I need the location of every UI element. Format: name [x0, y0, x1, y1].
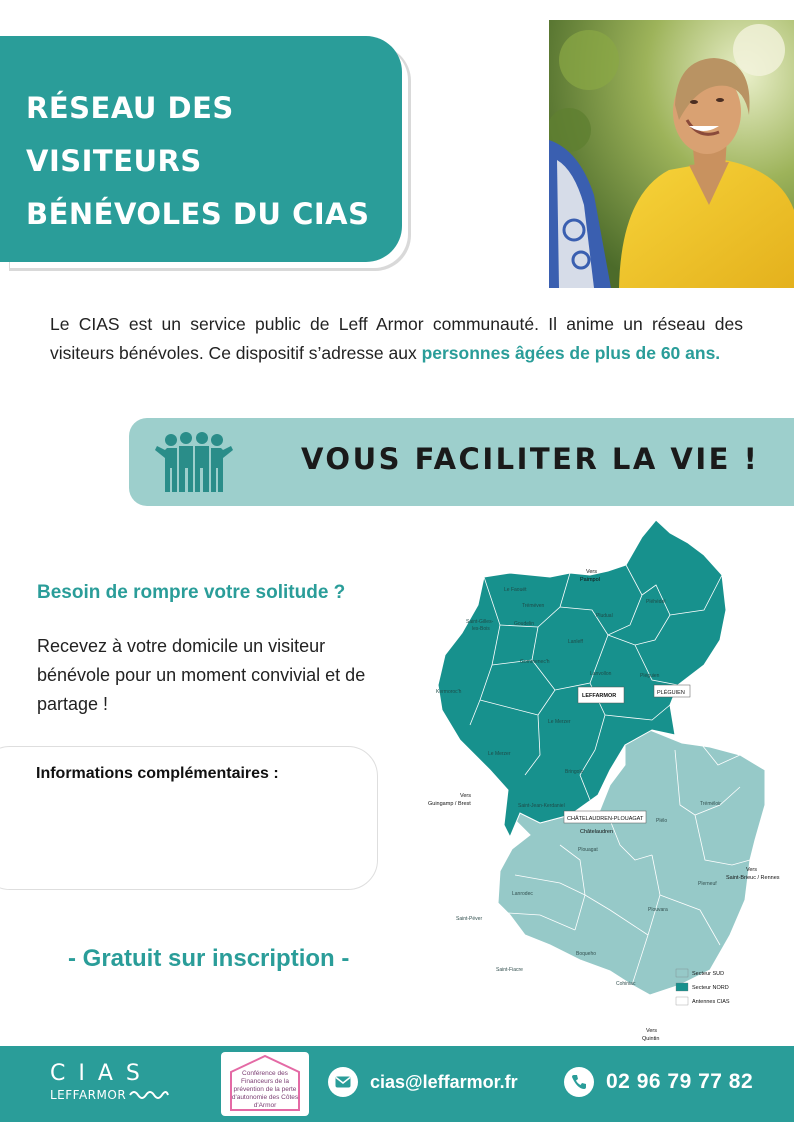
volunteer-photo [549, 20, 794, 288]
svg-text:Vers: Vers [460, 793, 472, 799]
svg-text:Goudelin: Goudelin [514, 621, 535, 627]
svg-text:les-Bois: les-Bois [472, 626, 490, 632]
svg-text:Bringolo: Bringolo [565, 769, 584, 775]
svg-text:Saint-Péver: Saint-Péver [456, 916, 483, 922]
info-box [0, 746, 378, 890]
svg-text:Boqueho: Boqueho [576, 951, 597, 957]
cias-logo-text: CIAS [50, 1061, 153, 1086]
svg-text:Le Merzer: Le Merzer [548, 719, 571, 725]
cias-logo [50, 1062, 169, 1102]
phone-contact[interactable] [564, 1067, 753, 1097]
free-registration: - Gratuit sur inscription - [68, 945, 350, 972]
slogan-banner [129, 418, 794, 506]
svg-text:Plerneuf: Plerneuf [698, 881, 717, 887]
email-text: cias@leffarmor.fr [370, 1071, 518, 1092]
svg-text:Plélo: Plélo [656, 818, 668, 824]
cfppa-text: Conférence des Financeurs de la prévention de la perte d'autonomie des Côtes d'Armor [231, 1070, 299, 1109]
svg-text:Vers: Vers [746, 867, 758, 873]
svg-text:Pludual: Pludual [596, 613, 613, 619]
svg-text:Kermoroc'h: Kermoroc'h [436, 689, 462, 695]
envelope-icon [328, 1067, 358, 1097]
svg-text:Cohiniac: Cohiniac [616, 981, 636, 987]
title-box [0, 36, 402, 262]
svg-text:Paimpol: Paimpol [580, 577, 600, 583]
svg-text:Tréméloir: Tréméloir [700, 801, 721, 807]
legend-annex: Antennes CIAS [692, 999, 730, 1005]
svg-text:Vers: Vers [646, 1028, 658, 1034]
svg-text:Saint-Fiacre: Saint-Fiacre [496, 967, 523, 973]
leffarmor-text: LEFFARMOR [50, 1088, 127, 1102]
leffarmor-logo [50, 1088, 169, 1102]
cfppa-logo [221, 1052, 309, 1116]
svg-text:Saint-Brieuc / Rennes: Saint-Brieuc / Rennes [726, 875, 780, 881]
svg-text:Le Faouët: Le Faouët [504, 587, 527, 593]
page-title: RÉSEAU DES VISITEURS BÉNÉVOLES DU CIAS [26, 91, 370, 231]
svg-text:Pléhédel: Pléhédel [646, 599, 666, 605]
annex-pleguien: PLÉGUIEN [657, 690, 685, 696]
svg-text:Lanvollon: Lanvollon [590, 671, 612, 677]
annex-chatelaudren: CHÂTELAUDREN-PLOUAGAT [567, 816, 644, 822]
svg-text:Plouvara: Plouvara [648, 907, 668, 913]
svg-text:Saint-Gilles-: Saint-Gilles- [466, 619, 494, 625]
svg-text:Guingamp / Brest: Guingamp / Brest [428, 801, 471, 807]
info-label: Informations complémentaires : [36, 765, 279, 782]
legend-north: Secteur NORD [692, 985, 729, 991]
svg-text:Gommenec'h: Gommenec'h [520, 659, 550, 665]
svg-text:Châtelaudren: Châtelaudren [580, 829, 614, 835]
svg-text:Vers: Vers [586, 569, 598, 575]
svg-text:Quintin: Quintin [642, 1036, 660, 1042]
group-of-people-icon [155, 432, 233, 492]
leffarmor-wave-icon [129, 1089, 169, 1101]
annex-lanvollon: LEFFARMOR [582, 693, 617, 699]
solitude-body: Recevez à votre domicile un visiteur bénévole pour un moment convivial et de partage ! [37, 636, 366, 714]
territory-map [420, 515, 794, 1045]
svg-text:Saint-Jean-Kerdaniel: Saint-Jean-Kerdaniel [518, 803, 565, 809]
solitude-question: Besoin de rompre votre solitude ? [37, 582, 346, 603]
intro-paragraph [50, 310, 743, 368]
phone-icon [564, 1067, 594, 1097]
intro-text: Le CIAS est un service public de Leff Armor communauté. Il anime un réseau des visiteurs bénévoles. Ce dispositif s’adresse aux [50, 314, 743, 363]
slogan-text: VOUS FACILITER LA VIE ! [301, 442, 760, 476]
footer [0, 1046, 794, 1122]
email-contact[interactable] [328, 1067, 518, 1097]
svg-text:Tréméven: Tréméven [522, 603, 545, 609]
legend-south: Secteur SUD [692, 971, 725, 977]
svg-text:Le Merzer: Le Merzer [488, 751, 511, 757]
phone-text: 02 96 79 77 82 [606, 1070, 754, 1093]
svg-text:Lanleff: Lanleff [568, 639, 583, 645]
svg-text:Pléguien: Pléguien [640, 673, 660, 679]
intro-highlight: personnes âgées de plus de 60 ans. [421, 343, 721, 363]
svg-text:Lanrodec: Lanrodec [512, 891, 533, 897]
svg-text:Plouagat: Plouagat [578, 847, 598, 853]
